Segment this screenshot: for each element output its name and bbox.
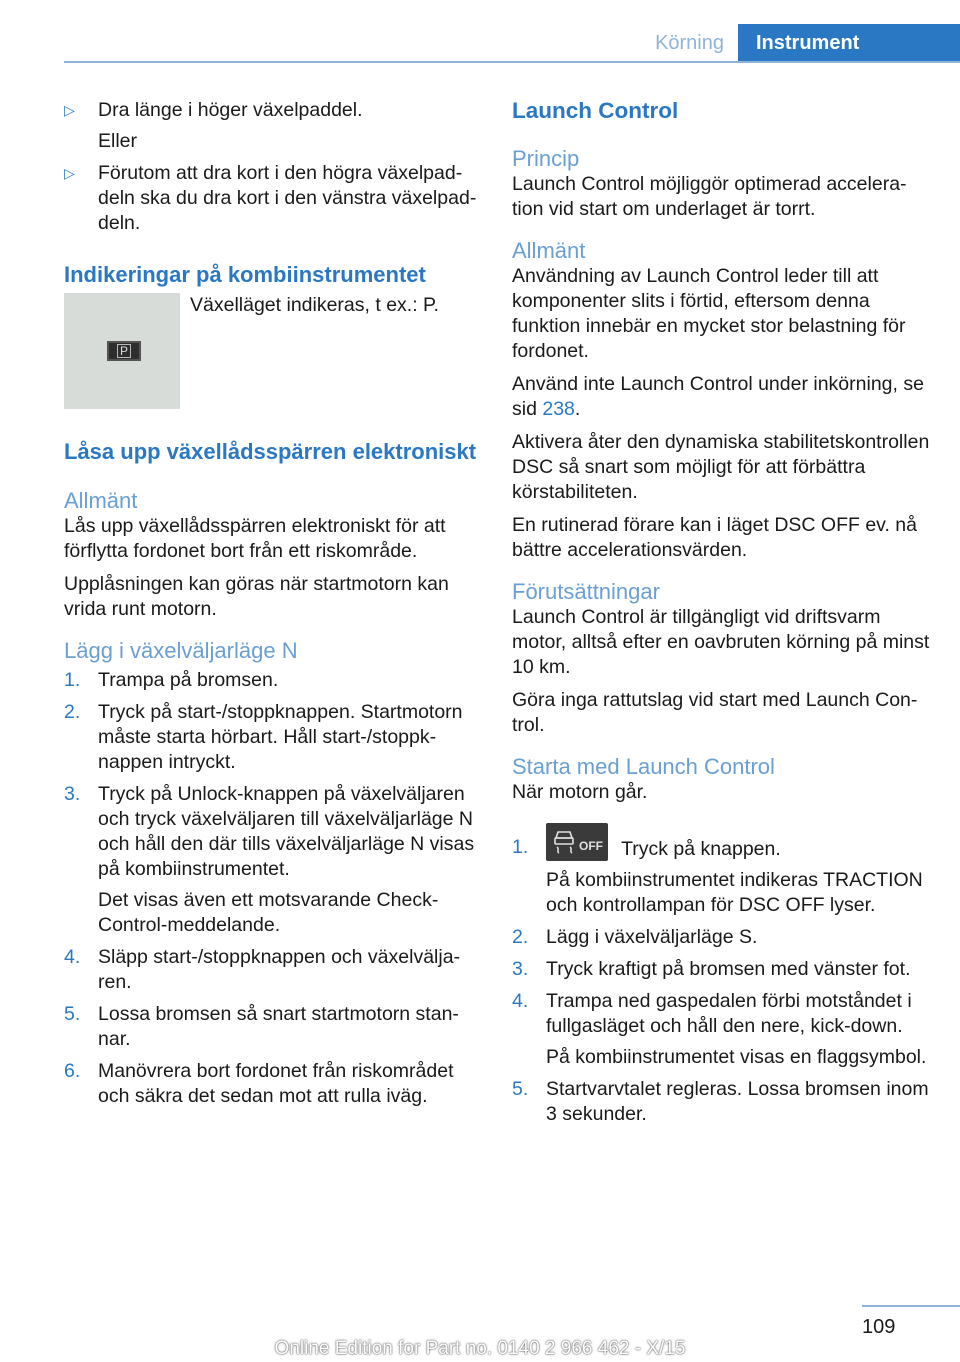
section-title-indikeringar: Indikeringar på kombiinstrumentet [64, 262, 426, 287]
step-text: Manövrera bort fordonet från riskområdet och säkra det sedan mot att rulla iväg. [98, 1060, 454, 1107]
subsection-title-forutsattningar: Förutsättningar [512, 579, 660, 604]
right-column [512, 98, 930, 1134]
list-item [64, 1002, 482, 1052]
gear-indicator-block [64, 293, 482, 409]
step-sub: Det visas även ett motsvarande Check-Control-meddelande. [98, 889, 439, 936]
dsc-off-label: OFF [579, 839, 603, 853]
paragraph: Lås upp växellådsspärren elektroniskt för att förflytta fordonet bort från ett riskområde. [64, 515, 446, 562]
subsection-title-allmant: Allmänt [64, 488, 138, 513]
list-item [512, 989, 930, 1070]
step-text: Släpp start-/stoppknappen och växelväljaren. [98, 946, 461, 993]
paragraph [512, 372, 930, 422]
paragraph: En rutinerad förare kan i läget DSC OFF ev. nå bättre accelerationsvärden. [512, 514, 917, 561]
list-item [512, 1077, 930, 1127]
edition-footer: Online Edition for Part no. 0140 2 966 462 - X/15 [274, 1338, 686, 1359]
list-item-text: Förutom att dra kort i den högra växelpaddeln ska du dra kort i den vänstra växelpaddeln. [98, 162, 477, 234]
left-column [64, 98, 482, 1116]
subsection-title-lagg-i: Lägg i växelväljarläge N [64, 638, 298, 663]
step-text: Tryck på Unlock-knappen på växelväljaren och tryck växelväljaren till växelväljarläge N och håll den där tills växelväljarläge N visas på kombiinstrumentet. [98, 783, 475, 880]
step-text: Tryck på start-/stoppknappen. Startmotorn måste starta hörbart. Håll start-/stoppknappen intryckt. [98, 701, 463, 773]
step-text: Trampa på bromsen. [98, 669, 279, 691]
step-sub: På kombiinstrumentet indikeras TRACTION och kontrollampan för DSC OFF lyser. [546, 869, 923, 916]
step-text: Tryck på knappen. [621, 838, 781, 860]
paragraph: När motorn går. [512, 781, 648, 803]
step-number: 3. [512, 958, 529, 980]
step-number: 2. [64, 701, 81, 723]
list-item [512, 823, 930, 918]
list-item-sub: Eller [98, 130, 138, 152]
list-item [64, 668, 482, 693]
bullet-list [64, 98, 482, 236]
list-item [64, 1059, 482, 1109]
list-item [64, 945, 482, 995]
dsc-off-button-icon [546, 823, 608, 861]
list-item [512, 925, 930, 950]
subsection-title-starta: Starta med Launch Control [512, 754, 775, 779]
list-item [512, 957, 930, 982]
tab-instrument[interactable]: Instrument [738, 24, 960, 62]
paragraph: Launch Control möjliggör optimerad acceleration vid start om underlaget är torrt. [512, 173, 907, 220]
step-number: 4. [512, 990, 529, 1012]
launch-steps-list [512, 823, 930, 1127]
gear-display-icon [107, 341, 141, 361]
step-sub: På kombiinstrumentet visas en flaggsymbol. [546, 1046, 927, 1068]
step-number: 5. [512, 1078, 529, 1100]
step-text: Lossa bromsen så snart startmotorn stannar. [98, 1003, 459, 1050]
step-number: 2. [512, 926, 529, 948]
list-item-text: Dra länge i höger växelpaddel. [98, 99, 363, 121]
paragraph-text: . [574, 398, 581, 420]
section-title-lasa-upp: Låsa upp växellådsspärren elektroniskt [64, 439, 477, 464]
footer-divider [862, 1305, 960, 1307]
step-text: Startvarvtalet regleras. Lossa bromsen inom 3 sekunder. [546, 1078, 929, 1125]
gear-indicator-text: Växelläget indikeras, t ex.: P. [190, 294, 439, 316]
step-number: 1. [512, 836, 529, 858]
car-skid-icon [552, 828, 576, 854]
section-title-launch-control: Launch Control [512, 98, 679, 123]
paragraph: Göra inga rattutslag vid start med Launch Control. [512, 689, 918, 736]
gear-indicator-image [64, 293, 180, 409]
subsection-title-princip: Princip [512, 146, 580, 171]
paragraph: Upplåsningen kan göras när startmotorn kan vrida runt motorn. [64, 573, 449, 620]
triangle-bullet-icon: ▷ [64, 102, 75, 118]
step-number: 1. [64, 669, 81, 691]
steps-list [64, 668, 482, 1109]
step-number: 3. [64, 783, 81, 805]
page-header [0, 0, 960, 64]
paragraph: Användning av Launch Control leder till att komponenter slits i förtid, eftersom denna funktion innebär en mycket stor belastning för fordonet. [512, 265, 906, 362]
step-number: 5. [64, 1003, 81, 1025]
list-item [64, 98, 482, 154]
gear-letter: P [117, 344, 131, 358]
page-link-238[interactable]: 238 [542, 398, 575, 420]
paragraph: Aktivera åter den dynamiska stabilitetskontrollen DSC så snart som möjligt för att förbättra körstabiliteten. [512, 431, 930, 503]
step-text: Lägg i växelväljarläge S. [546, 926, 758, 948]
paragraph-text: Använd inte Launch Control under inkörning, se sid [512, 373, 924, 420]
step-text: Tryck kraftigt på bromsen med vänster fot. [546, 958, 911, 980]
list-item [64, 161, 482, 236]
tab-korning[interactable]: Körning [655, 32, 724, 54]
list-item [64, 700, 482, 775]
step-number: 4. [64, 946, 81, 968]
step-number: 6. [64, 1060, 81, 1082]
list-item [64, 782, 482, 938]
subsection-title-allmant: Allmänt [512, 238, 586, 263]
triangle-bullet-icon: ▷ [64, 165, 75, 181]
paragraph: Launch Control är tillgängligt vid driftsvarm motor, alltså efter en oavbruten körning på minst 10 km. [512, 606, 930, 678]
page-number: 109 [862, 1316, 896, 1338]
step-text: Trampa ned gaspedalen förbi motståndet i fullgasläget och håll den nere, kick-down. [546, 990, 912, 1037]
header-divider [64, 61, 960, 63]
